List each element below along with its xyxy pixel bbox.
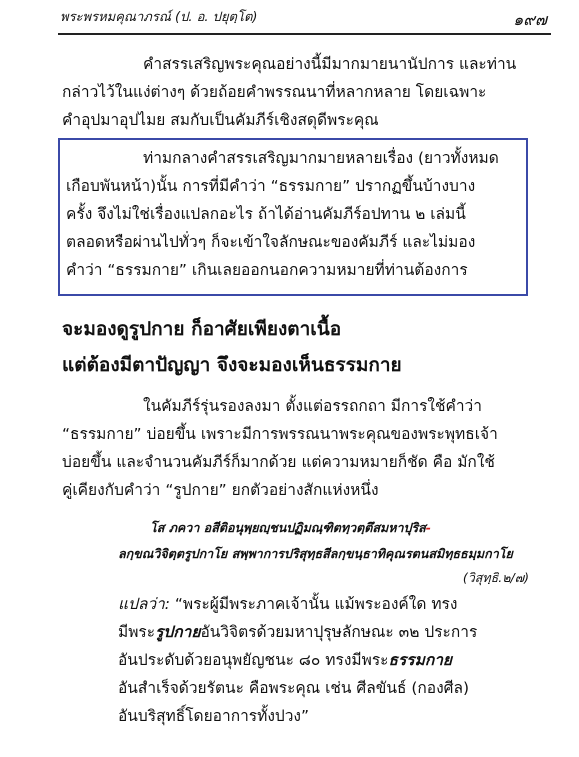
term-dhammakaya: ธรรมกาย [388, 651, 452, 669]
para2-line-2: “ธรรมกาย” บ่อยขึ้น เพราะมีการพรรณนาพระคุณของพระพุทธเจ้า [62, 425, 498, 443]
translation-line-3 [118, 650, 452, 670]
pali-reference: (วิสุทฺธิ.๒/๗) [462, 570, 529, 585]
box-line-2: เกือบพันหน้า)นั้น การที่มีคำว่า “ธรรมกาย” ปรากฏขึ้นบ้างบาง [66, 177, 476, 195]
box-line-3: ครั้ง จึงไม่ใช่เรื่องแปลกอะไร ถ้าได้อ่านคัมภีร์อปทาน ๒ เล่มนี้ [66, 205, 466, 223]
translation-text-3a: อันประดับด้วยอนุพยัญชนะ ๘๐ ทรงมีพระ [118, 651, 389, 669]
translation-line-1 [118, 594, 457, 614]
translation-text-2c: อันวิจิตรด้วยมหาปุรุษลักษณะ ๓๒ ประการ [200, 623, 478, 641]
pali-line-2: ลกฺขณวิจิตฺตรูปกาโย สพฺพาการปริสุทฺธสีลกฺขนฺธาทิคุณรตนสมิทฺธธมฺมกาโย [118, 546, 513, 561]
box-line-5: คำว่า “ธรรมกาย” เกินเลยออกนอกความหมายที่ท่านต้องการ [66, 261, 468, 279]
para1-line-1: คำสรรเสริญพระคุณอย่างนี้มีมากมายนานัปการ และท่าน [143, 55, 517, 73]
translation-label: แปลว่า: [118, 595, 170, 613]
box-line-1: ท่ามกลางคำสรรเสริญมากมายหลายเรื่อง (ยาวทั้งหมด [143, 149, 499, 167]
para1-line-2: กล่าวไว้ในแง่ต่างๆ ด้วยถ้อยคำพรรณนาที่หลากหลาย โดยเฉพาะ [62, 83, 487, 101]
translation-line-5: อันบริสุทธิ์โดยอาการทั้งปวง” [118, 707, 310, 725]
running-title: พระพรหมคุณาภรณ์ (ป. อ. ปยุตฺโต) [60, 10, 258, 25]
pali-text-1: โส ภควา อสีติอนุพฺยญฺชนปฏิมณฺฑิตทฺวตฺตึสมหาปุริส [150, 520, 426, 535]
translation-text-2a: มีพระ [118, 623, 156, 641]
para1-line-3: คำอุปมาอุปไมย สมกับเป็นคัมภีร์เชิงสดุดีพระคุณ [62, 111, 379, 129]
section-heading-line-2: แต่ต้องมีตาปัญญา จึงจะมองเห็นธรรมกาย [62, 354, 402, 376]
translation-line-4: อันสำเร็จด้วยรัตนะ คือพระคุณ เช่น ศีลขันธ์ (กองศีล) [118, 679, 470, 697]
page-number: ๑๙๗ [513, 10, 547, 29]
translation-text-1: “พระผู้มีพระภาคเจ้านั้น แม้พระองค์ใด ทรง [174, 595, 458, 613]
para2-line-3: บ่อยขึ้น และจำนวนคัมภีร์ก็มากด้วย แต่ความหมายก็ชัด คือ มักใช้ [62, 453, 495, 471]
box-line-4: ตลอดหรือผ่านไปทั่วๆ ก็จะเข้าใจลักษณะของคัมภีร์ และไม่มอง [66, 233, 476, 251]
pali-hyphen: - [425, 520, 431, 535]
header-rule [58, 33, 551, 35]
pali-line-1 [150, 518, 431, 538]
term-rupakaya: รูปกาย [155, 623, 201, 641]
para2-line-1: ในคัมภีร์รุ่นรองลงมา ตั้งแต่อรรถกถา มีการใช้คำว่า [143, 397, 482, 415]
section-heading-line-1: จะมองดูรูปกาย ก็อาศัยเพียงตาเนื้อ [62, 318, 342, 340]
para2-line-4: คู่เคียงกับคำว่า “รูปกาย” ยกตัวอย่างสักแห่งหนึ่ง [62, 481, 379, 499]
translation-line-2 [118, 622, 477, 642]
